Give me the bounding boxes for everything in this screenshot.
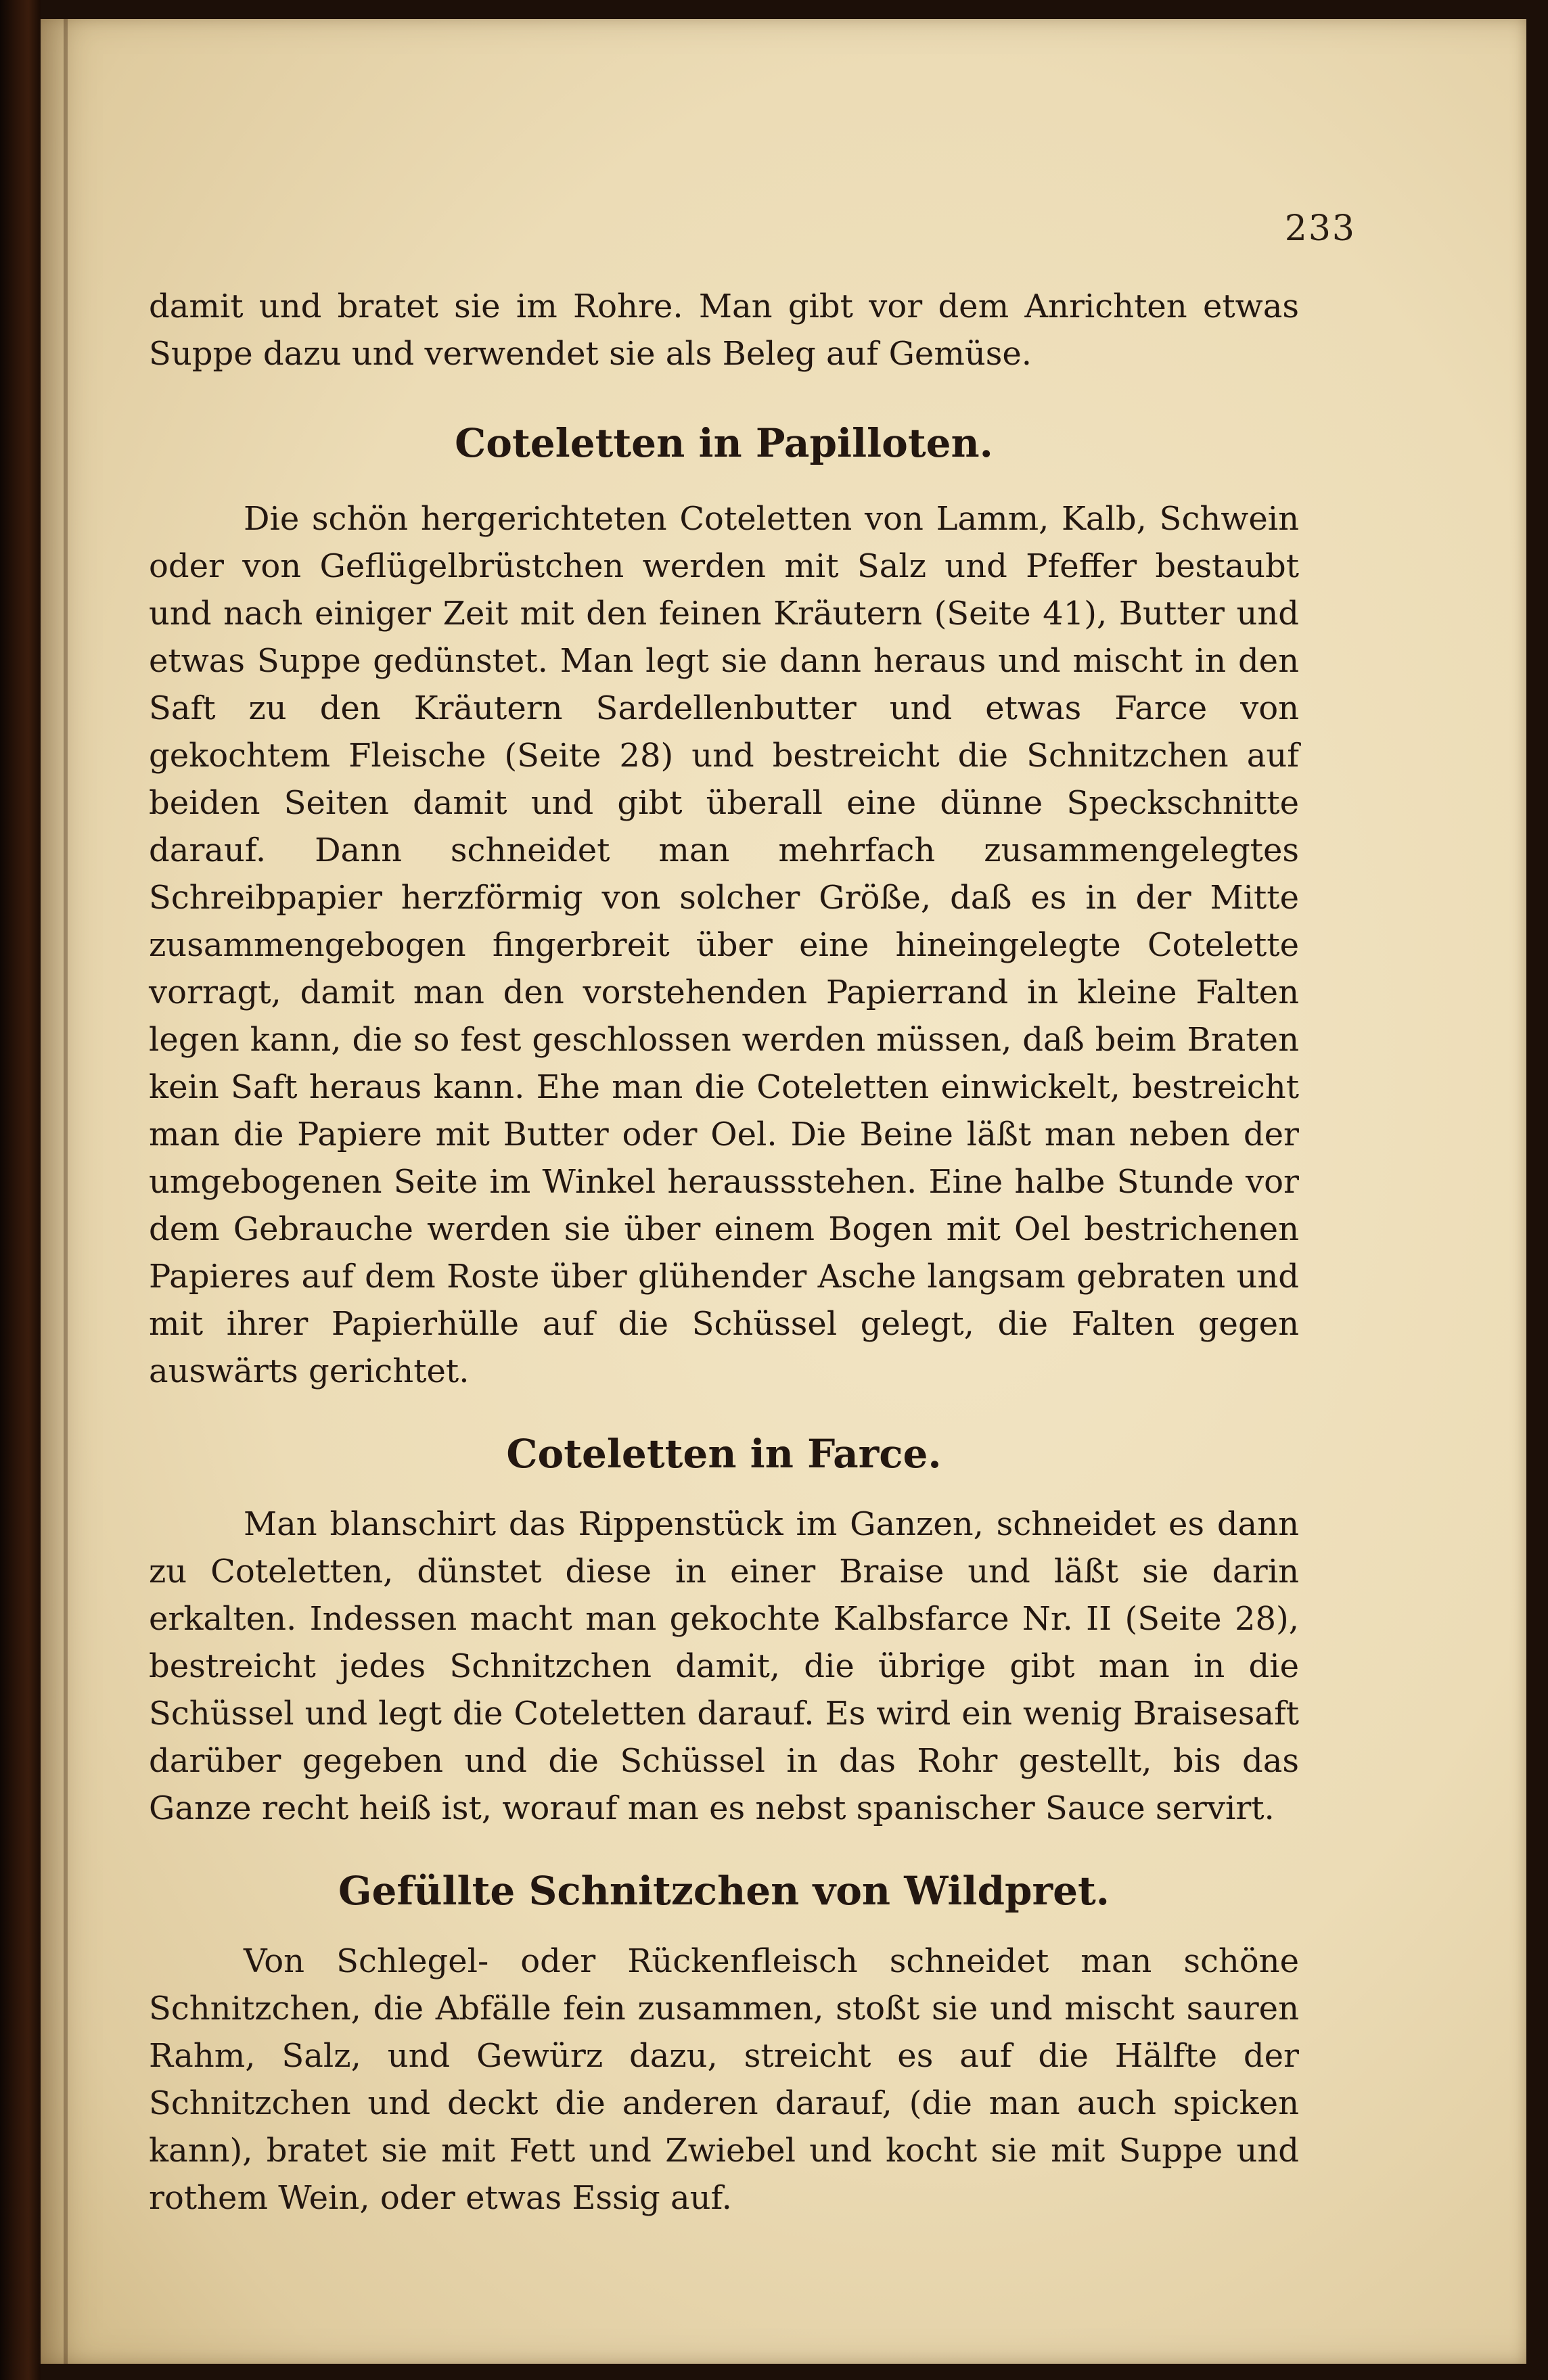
page-content <box>149 283 1299 2222</box>
book-cover-edge <box>0 0 41 2380</box>
paragraph-farce: Man blanschirt das Rippenstück im Ganzen, schneidet es dann zu Coteletten, dünstet diese in einer Braise und läßt sie darin erkalten. Indessen macht man gekochte Kalbsfarce Nr. II (Seite 28), bestreicht jedes Schnitzchen damit, die übrige gibt man in die Schüssel und legt die Coteletten darauf. Es wird ein wenig Braisesaft darüber gegeben und die Schüssel in das Rohr gestellt, bis das Ganze recht heiß ist, worauf man es nebst spanischer Sauce servirt. <box>149 1505 1299 1827</box>
heading-coteletten-in-farce: Coteletten in Farce. <box>506 1431 942 1477</box>
heading-gefuellte-schnitzchen: Gefüllte Schnitzchen von Wildpret. <box>338 1868 1110 1914</box>
paragraph-intro: damit und bratet sie im Rohre. Man gibt vor dem Anrichten etwas Suppe dazu und verwendet sie als Beleg auf Gemüse. <box>149 288 1299 373</box>
paragraph-papilloten: Die schön hergerichteten Coteletten von Lamm, Kalb, Schwein oder von Geflügelbrüstchen werden mit Salz und Pfeffer bestaubt und nach einiger Zeit mit den feinen Kräutern (Seite 41), Butter und etwas Suppe gedünstet. Man legt sie dann heraus und mischt in den Saft zu den Kräutern Sardellenbutter und etwas Farce von gekochtem Fleische (Seite 28) und bestreicht die Schnitzchen auf beiden Seiten damit und gibt überall eine dünne Speckschnitte darauf. Dann schneidet man mehrfach zusammengelegtes Schreibpapier herzförmig von solcher Größe, daß es in der Mitte zusammengebogen fingerbreit über eine hineingelegte Cotelette vorragt, damit man den vorstehenden Papierrand in kleine Falten legen kann, die so fest geschlossen werden müssen, daß beim Braten kein Saft heraus kann. Ehe man die Coteletten einwickelt, bestreicht man die Papiere mit Butter oder Oel. Die Beine läßt man neben der umgebogenen Seite im Winkel heraussstehen. Eine halbe Stunde vor dem Gebrauche werden sie über einem Bogen mit Oel bestrichenen Papieres auf dem Roste über glühender Asche langsam gebraten und mit ihrer Papierhülle auf die Schüssel gelegt, die Falten gegen auswärts gerichtet. <box>149 500 1299 1390</box>
page-gutter <box>64 19 68 2364</box>
heading-coteletten-in-papilloten: Coteletten in Papilloten. <box>455 420 993 466</box>
page-number: 233 <box>1284 208 1356 249</box>
paragraph-wildpret: Von Schlegel- oder Rückenfleisch schneidet man schöne Schnitzchen, die Abfälle fein zusammen, stoßt sie und mischt sauren Rahm, Salz, und Gewürz dazu, streicht es auf die Hälfte der Schnitzchen und deckt die anderen darauf, (die man auch spicken kann), bratet sie mit Fett und Zwiebel und kocht sie mit Suppe und rothem Wein, oder etwas Essig auf. <box>149 1942 1299 2217</box>
